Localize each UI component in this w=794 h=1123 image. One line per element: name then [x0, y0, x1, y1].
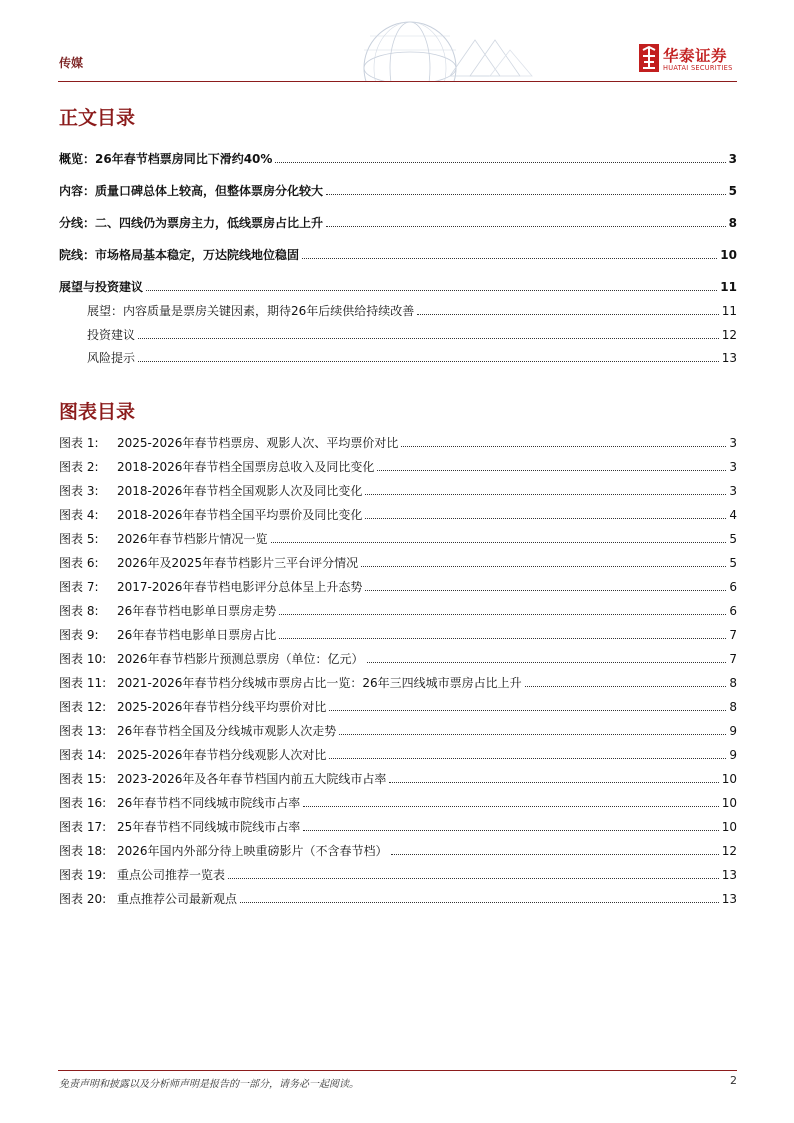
figure-entry[interactable] — [59, 454, 737, 474]
toc-entry[interactable] — [59, 242, 737, 262]
toc-entry-label: 院线：市场格局基本稳定，万达院线地位稳固 — [59, 247, 300, 262]
leader-dots — [138, 360, 719, 362]
figure-entry[interactable] — [59, 646, 737, 666]
figure-page: 8 — [729, 675, 737, 690]
footer-divider — [58, 1070, 737, 1071]
figure-title: 26年春节档全国及分线城市观影人次走势 — [117, 723, 337, 738]
leader-dots — [389, 781, 718, 783]
figure-page: 7 — [729, 651, 737, 666]
figure-entry[interactable] — [59, 838, 737, 858]
leader-dots — [401, 445, 726, 447]
figure-entry[interactable] — [59, 742, 737, 762]
leader-dots — [329, 757, 726, 759]
figure-page: 13 — [721, 867, 737, 882]
figure-number: 图表 5: — [59, 531, 99, 546]
leader-dots — [367, 661, 727, 663]
huatai-logo-mark-icon — [639, 44, 659, 72]
figure-number: 图表 19: — [59, 867, 107, 882]
toc-entry[interactable] — [59, 274, 737, 294]
toc-title: 正文目录 — [59, 107, 136, 129]
leader-dots — [138, 337, 719, 339]
toc-subentry-label: 风险提示 — [87, 350, 136, 365]
leader-dots — [417, 313, 718, 315]
leader-dots — [365, 493, 726, 495]
figure-page: 5 — [729, 531, 737, 546]
toc-subentry[interactable] — [87, 298, 737, 318]
figure-page: 4 — [729, 507, 737, 522]
leader-dots — [365, 589, 726, 591]
leader-dots — [339, 733, 726, 735]
figure-page: 3 — [729, 435, 737, 450]
toc-subentry-label: 投资建议 — [87, 327, 136, 342]
figure-entry[interactable] — [59, 622, 737, 642]
figure-entry[interactable] — [59, 718, 737, 738]
toc-entry-label: 概览：26年春节档票房同比下滑约40% — [59, 151, 273, 166]
logo-chinese-name: 华泰证券 — [663, 47, 728, 65]
figure-entry[interactable] — [59, 790, 737, 810]
figure-page: 12 — [721, 843, 737, 858]
figure-entry[interactable] — [59, 670, 737, 690]
figure-page: 10 — [721, 771, 737, 786]
figure-number: 图表 15: — [59, 771, 107, 786]
figure-entry[interactable] — [59, 694, 737, 714]
figure-number: 图表 6: — [59, 555, 99, 570]
figure-title: 2023-2026年及各年春节档国内前五大院线市占率 — [117, 771, 387, 786]
figure-title: 2026年及2025年春节档影片三平台评分情况 — [117, 555, 359, 570]
figure-page: 3 — [729, 459, 737, 474]
figure-entry[interactable] — [59, 574, 737, 594]
figure-title: 26年春节档不同线城市院线市占率 — [117, 795, 301, 810]
toc-subentry-page: 13 — [721, 350, 737, 365]
figure-title: 2018-2026年春节档全国平均票价及同比变化 — [117, 507, 363, 522]
figure-title: 25年春节档不同线城市院线市占率 — [117, 819, 301, 834]
leader-dots — [303, 829, 718, 831]
toc-subentry-page: 11 — [721, 303, 737, 318]
figure-page: 3 — [729, 483, 737, 498]
toc-entry-page: 3 — [728, 151, 737, 166]
toc-entry-page: 5 — [728, 183, 737, 198]
figure-title: 26年春节档电影单日票房走势 — [117, 603, 277, 618]
leader-dots — [326, 225, 726, 227]
figure-title: 26年春节档电影单日票房占比 — [117, 627, 277, 642]
figure-page: 10 — [721, 819, 737, 834]
figure-number: 图表 8: — [59, 603, 99, 618]
figure-number: 图表 10: — [59, 651, 107, 666]
figure-entry[interactable] — [59, 478, 737, 498]
page-number: 2 — [730, 1074, 737, 1087]
figure-title: 2021-2026年春节档分线城市票房占比一览：26年三四线城市票房占比上升 — [117, 675, 522, 690]
toc-subentry-label: 展望：内容质量是票房关键因素，期待26年后续供给持续改善 — [87, 303, 415, 318]
figure-entry[interactable] — [59, 598, 737, 618]
figure-title: 2026年春节档影片预测总票房（单位：亿元） — [117, 651, 364, 666]
toc-entry[interactable] — [59, 210, 737, 230]
toc-entry-label: 展望与投资建议 — [59, 279, 144, 294]
figure-title: 2018-2026年春节档全国票房总收入及同比变化 — [117, 459, 375, 474]
leader-dots — [365, 517, 726, 519]
figure-page: 6 — [729, 579, 737, 594]
toc-entry-label: 内容：质量口碑总体上较高，但整体票房分化较大 — [59, 183, 324, 198]
leader-dots — [391, 853, 719, 855]
figure-number: 图表 16: — [59, 795, 107, 810]
leader-dots — [228, 877, 719, 879]
figure-number: 图表 12: — [59, 699, 107, 714]
disclaimer-text: 免责声明和披露以及分析师声明是报告的一部分，请务必一起阅读。 — [59, 1079, 359, 1090]
leader-dots — [271, 541, 727, 543]
toc-entry-page: 11 — [720, 279, 737, 294]
page-header — [0, 0, 794, 90]
figure-title: 2025-2026年春节档分线观影人次对比 — [117, 747, 327, 762]
figure-number: 图表 7: — [59, 579, 99, 594]
figure-title: 重点推荐公司最新观点 — [117, 891, 238, 906]
figure-page: 8 — [729, 699, 737, 714]
figure-number: 图表 11: — [59, 675, 107, 690]
globe-graphic-icon — [300, 10, 560, 82]
figure-title: 2025-2026年春节档票房、观影人次、平均票价对比 — [117, 435, 399, 450]
figure-page: 5 — [729, 555, 737, 570]
toc-subentry[interactable] — [87, 345, 737, 365]
leader-dots — [146, 289, 717, 291]
leader-dots — [361, 565, 726, 567]
toc-entry-page: 8 — [728, 215, 737, 230]
toc-entry-page: 10 — [720, 247, 737, 262]
figure-page: 9 — [729, 747, 737, 762]
figure-entry[interactable] — [59, 766, 737, 786]
figure-number: 图表 9: — [59, 627, 99, 642]
figure-title: 2017-2026年春节档电影评分总体呈上升态势 — [117, 579, 363, 594]
figure-number: 图表 18: — [59, 843, 107, 858]
leader-dots — [525, 685, 727, 687]
figure-number: 图表 1: — [59, 435, 99, 450]
leader-dots — [279, 613, 726, 615]
figure-title: 2025-2026年春节档分线平均票价对比 — [117, 699, 327, 714]
leader-dots — [303, 805, 718, 807]
figure-entry[interactable] — [59, 502, 737, 522]
huatai-logo — [639, 44, 749, 78]
figure-entry[interactable] — [59, 526, 737, 546]
leader-dots — [275, 161, 725, 163]
leader-dots — [377, 469, 726, 471]
figure-number: 图表 2: — [59, 459, 99, 474]
figure-number: 图表 17: — [59, 819, 107, 834]
toc-entry[interactable] — [59, 178, 737, 198]
figures-title: 图表目录 — [59, 401, 136, 423]
sector-label: 传媒 — [59, 56, 84, 70]
figure-page: 9 — [729, 723, 737, 738]
figure-title: 2026年春节档影片情况一览 — [117, 531, 268, 546]
figure-number: 图表 3: — [59, 483, 99, 498]
toc-entry-label: 分线：二、四线仍为票房主力，低线票房占比上升 — [59, 215, 324, 230]
leader-dots — [279, 637, 726, 639]
leader-dots — [326, 193, 726, 195]
header-divider — [58, 81, 737, 82]
figure-title: 2026年国内外部分待上映重磅影片（不含春节档） — [117, 843, 388, 858]
figure-entry[interactable] — [59, 886, 737, 906]
figure-page: 6 — [729, 603, 737, 618]
figure-entry[interactable] — [59, 550, 737, 570]
toc-entry[interactable] — [59, 146, 737, 166]
figure-entry[interactable] — [59, 814, 737, 834]
leader-dots — [302, 257, 717, 259]
figure-number: 图表 4: — [59, 507, 99, 522]
figure-title: 2018-2026年春节档全国观影人次及同比变化 — [117, 483, 363, 498]
logo-english-name: HUATAI SECURITIES — [663, 64, 733, 72]
figure-number: 图表 13: — [59, 723, 107, 738]
leader-dots — [240, 901, 719, 903]
toc-subentry-page: 12 — [721, 327, 737, 342]
leader-dots — [329, 709, 726, 711]
toc-subentry[interactable] — [87, 322, 737, 342]
figure-page: 7 — [729, 627, 737, 642]
figure-page: 13 — [721, 891, 737, 906]
figure-page: 10 — [721, 795, 737, 810]
figure-entry[interactable] — [59, 862, 737, 882]
figure-number: 图表 14: — [59, 747, 107, 762]
figure-number: 图表 20: — [59, 891, 107, 906]
figure-title: 重点公司推荐一览表 — [117, 867, 226, 882]
figure-entry[interactable] — [59, 430, 737, 450]
